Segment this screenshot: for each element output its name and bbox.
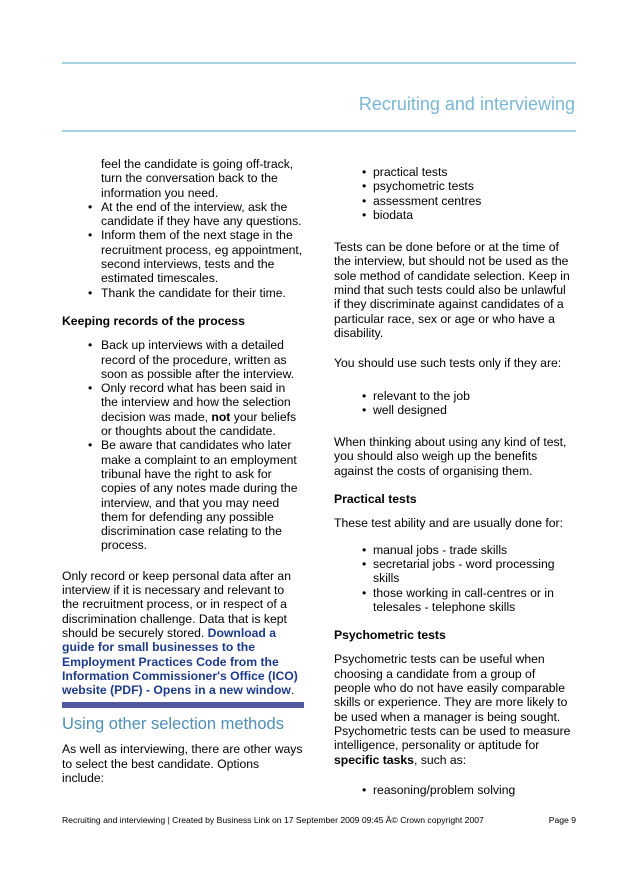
selection-methods-paragraph: As well as interviewing, there are other ways to select the best candidate. Options include: (62, 742, 303, 785)
page-number: Page 9 (548, 815, 576, 825)
header-rule-top (62, 62, 576, 64)
page-header-title: Recruiting and interviewing (358, 94, 575, 114)
tests-paragraph: Tests can be done before or at the time of the interview, but should not be used as the sole method of candidate selection. Keep in mind that such tests could also be unlawful if they discriminate against candidates of a particular race, sex or age or who have a disability. (334, 240, 570, 340)
tests-condition-text: You should use such tests only if they are: (334, 356, 562, 371)
ico-guide-link[interactable]: Download a guide for small businesses to the Employment Practices Code from the Information Commissioner's Office (ICO) website (PDF) - Opens in a new window (62, 625, 298, 698)
practical-tests-list (334, 543, 576, 614)
page-footer (62, 815, 576, 825)
footer-text: Recruiting and interviewing | Created by Business Link on 17 September 2009 09:45 Â© Crown copyright 2007 (62, 815, 484, 825)
list-item: • Be aware that candidates who later make a complaint to an employment tribunal have the right to ask for copies of any notes made during the interview, and that you may need them for defending any possible discrimination case relating to the process. (62, 438, 314, 552)
left-column (62, 157, 314, 785)
practical-tests-heading: Practical tests (334, 492, 417, 507)
list-item: • secretarial jobs - word processing skills (334, 557, 576, 586)
psychometric-list (334, 783, 576, 797)
list-item: feel the candidate is going off-track, turn the conversation back to the information you need. (101, 157, 294, 200)
interview-tips-list (62, 157, 314, 300)
list-item: • At the end of the interview, ask the candidate if they have any questions. (62, 200, 314, 229)
options-list (334, 165, 576, 222)
list-item: • biodata (334, 208, 576, 222)
criteria-list (334, 389, 576, 418)
list-item: • well designed (334, 403, 576, 417)
list-item: • those working in call-centres or in telesales - telephone skills (334, 586, 576, 615)
records-list (62, 338, 314, 552)
list-item: • reasoning/problem solving (334, 783, 576, 797)
weigh-paragraph: When thinking about using any kind of test, you should also weigh up the benefits against the costs of organising them. (334, 435, 567, 478)
list-item: • Thank the candidate for their time. (62, 286, 314, 300)
list-item: • Back up interviews with a detailed record of the procedure, written as soon as possible after the interview. (62, 338, 314, 381)
data-protection-paragraph: Only record or keep personal data after an interview if it is necessary and relevant to the recruitment process, or in respect of a discrimination challenge. Data that is kept should be securely stored. Download a guide for small businesses to the Employment Practices Code from the Information Commissioner's Office (ICO) website (PDF) - Opens in a new window. (62, 568, 298, 698)
records-heading: Keeping records of the process (62, 313, 245, 328)
list-item: • manual jobs - trade skills (334, 543, 576, 557)
practical-tests-paragraph: These test ability and are usually done for: (334, 516, 563, 531)
list-item: • assessment centres (334, 194, 576, 208)
list-item: • psychometric tests (334, 179, 576, 193)
psychometric-tests-heading: Psychometric tests (334, 628, 446, 643)
list-item: • Only record what has been said in the interview and how the selection decision was made, not your beliefs or thoughts about the candidate. (62, 381, 314, 438)
list-item: • practical tests (334, 165, 576, 179)
list-item: • Inform them of the next stage in the recruitment process, eg appointment, second interviews, tests and the estimated timescales. (62, 228, 314, 285)
header-rule-bottom (62, 130, 576, 132)
list-item: • relevant to the job (334, 389, 576, 403)
psychometric-paragraph: Psychometric tests can be useful when choosing a candidate from a group of people who do not have easily comparable skills or experience. They are more likely to be used when a manager is being sought. Psychometric tests can be used to measure intelligence, personality or aptitude for specific tasks, such as: (334, 652, 571, 767)
section-heading: Using other selection methods (62, 715, 284, 734)
right-column (334, 157, 576, 797)
